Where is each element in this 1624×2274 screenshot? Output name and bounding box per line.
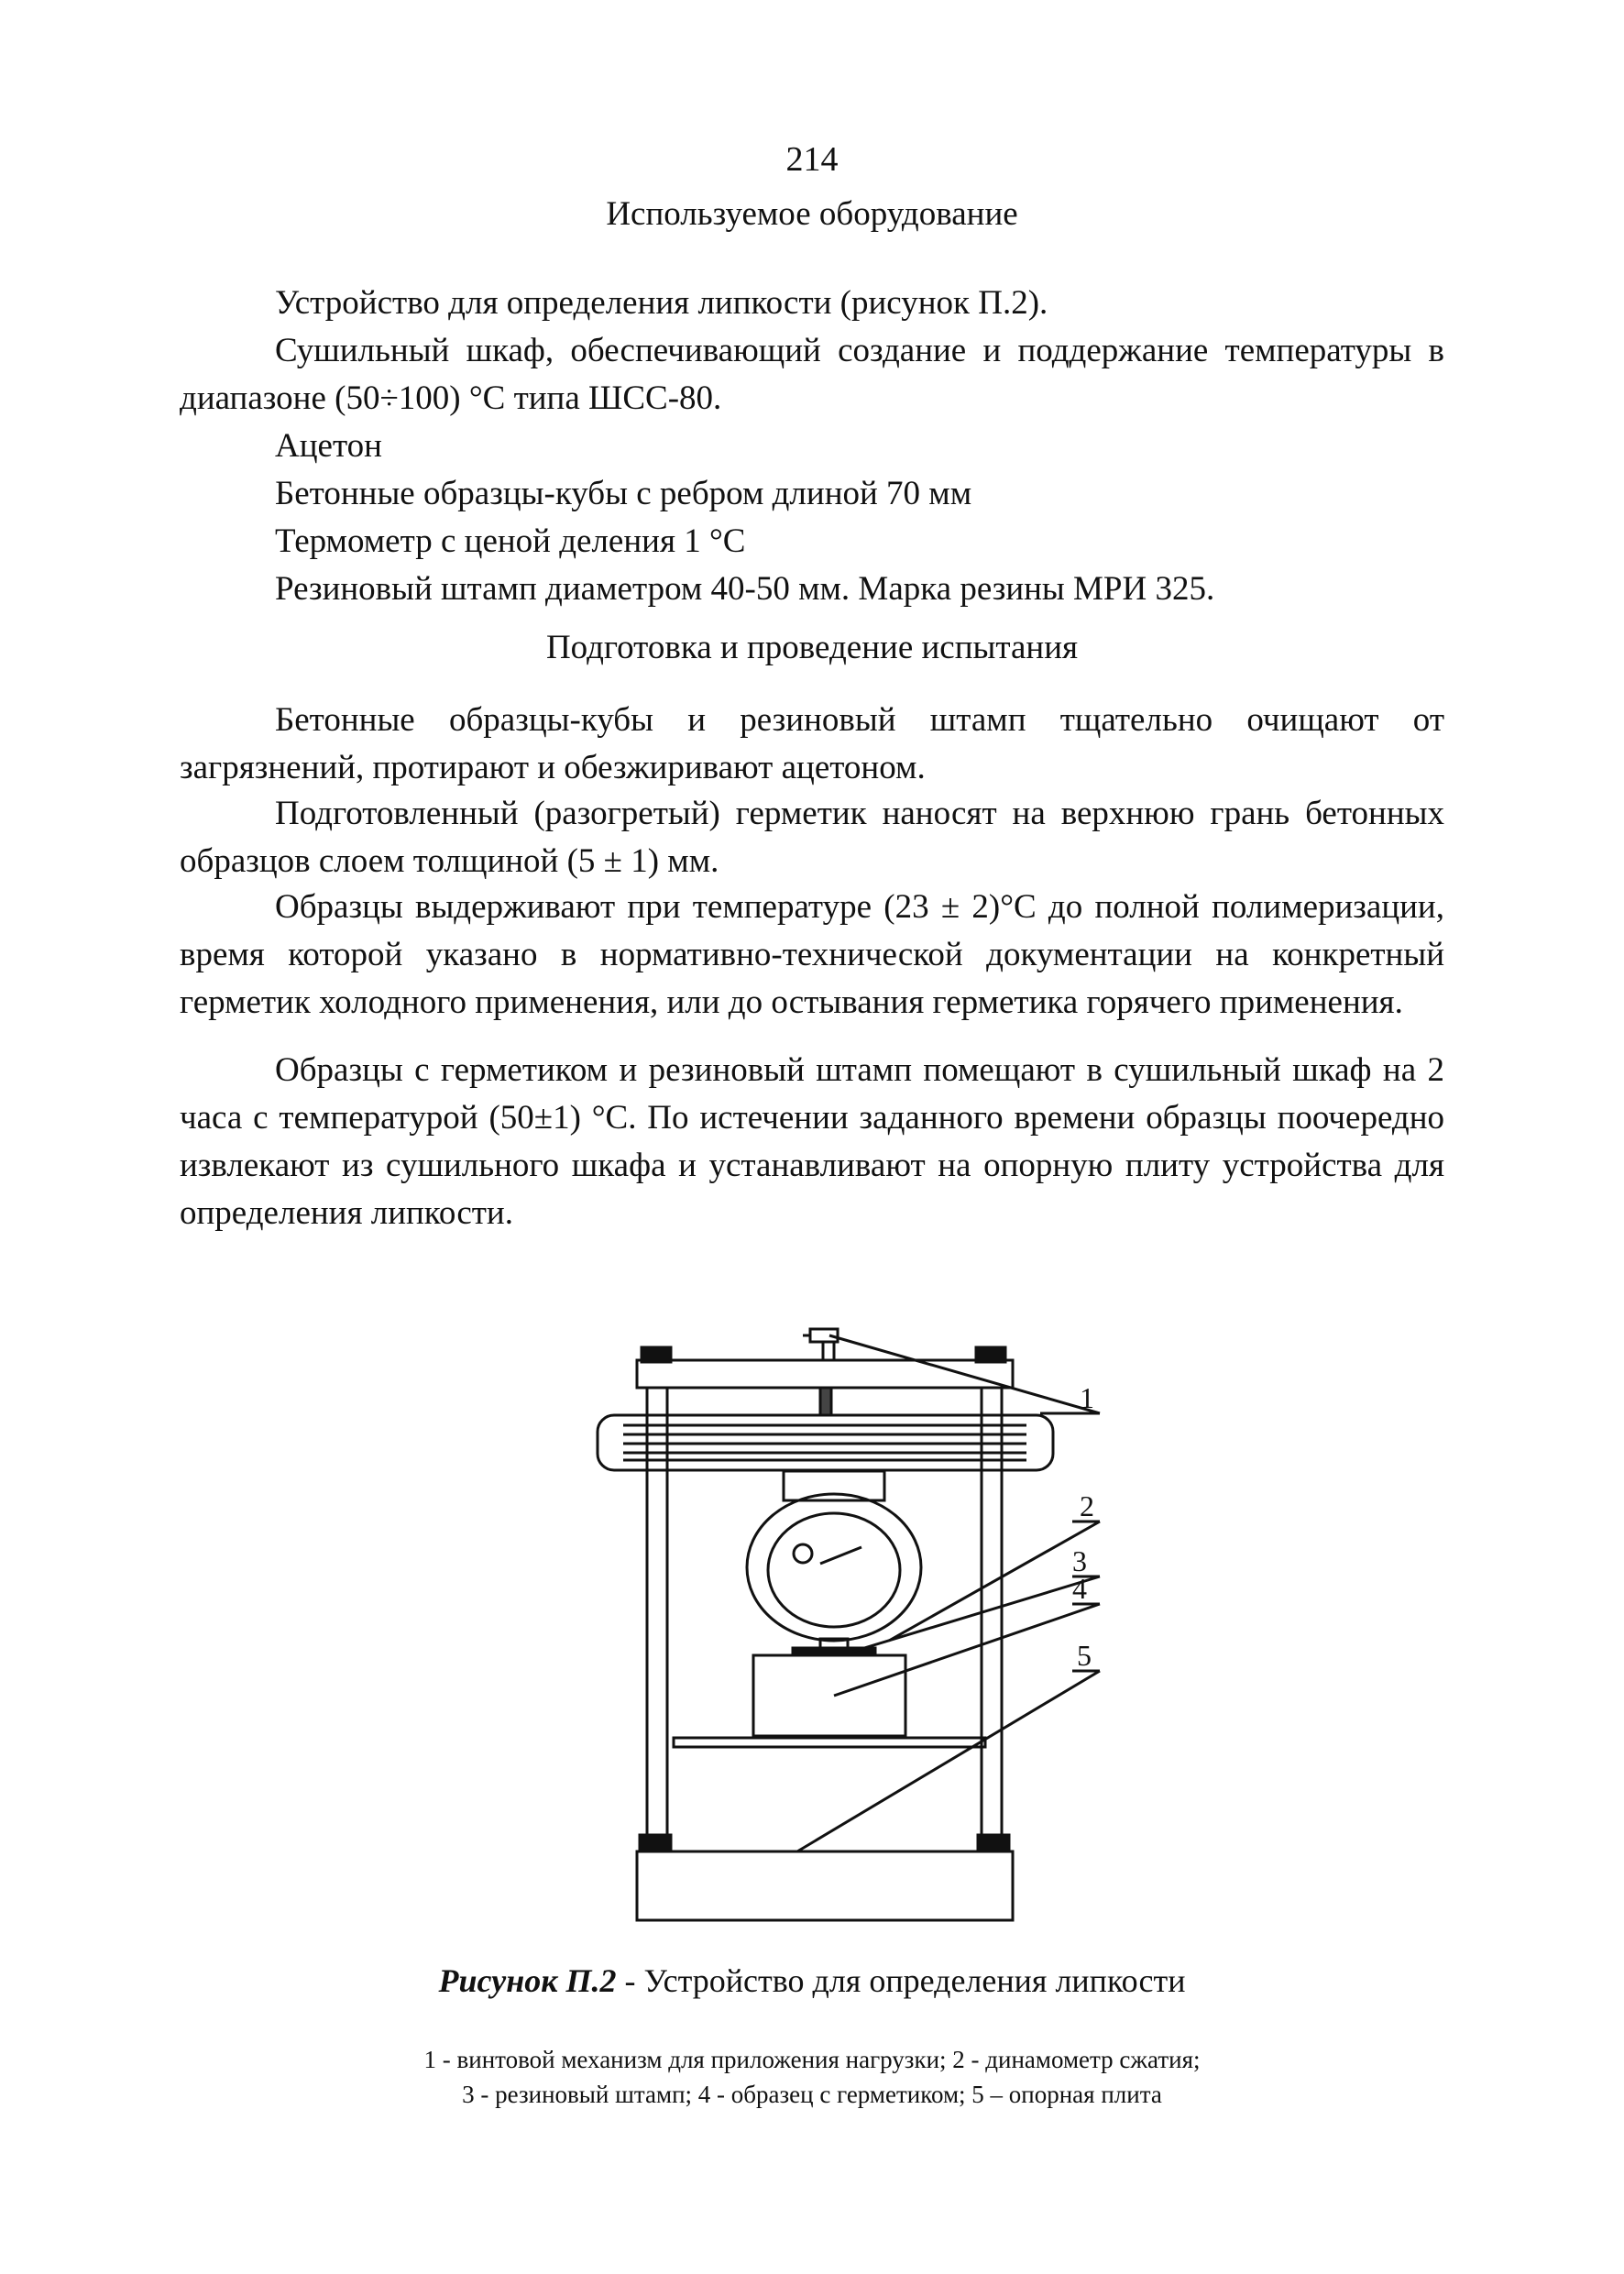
support-plate [674,1738,985,1747]
callout-3: 3 [1072,1544,1087,1577]
figure-legend-line-1: 1 - винтовой механизм для приложения нагрузки; 2 - динамометр сжатия; [423,2046,1201,2073]
equipment-item: Термометр с ценой деления 1 °С [275,522,746,560]
figure-caption-text: - Устройство для определения липкости [616,1962,1186,1999]
equipment-item: Сушильный шкаф, обеспечивающий создание и поддержание температуры в диапазоне (50÷100) °С типа ШСС-80. [180,332,1444,417]
callout-4: 4 [1072,1572,1087,1605]
equipment-item: Бетонные образцы-кубы с ребром длиной 70 мм [275,475,972,512]
adhesion-device-figure [587,1311,1136,1934]
callout-1: 1 [1080,1381,1094,1414]
left-column [647,1388,667,1851]
callout-2: 2 [1080,1489,1094,1522]
sample-block [753,1655,905,1736]
procedure-paragraph: Образцы выдерживают при температуре (23 ± 2)°С до полной полимеризации, время которой указано в нормативно-технической документации на конкретный герметик холодного применения, или до остывания герметика горячего применения. [180,888,1444,1021]
callout-5: 5 [1077,1639,1092,1672]
figure-caption-label: Рисунок П.2 [438,1962,617,1999]
equipment-item: Ацетон [275,427,382,465]
equipment-heading: Используемое оборудование [606,195,1018,233]
equipment-list [180,280,1444,613]
procedure-heading: Подготовка и проведение испытания [545,629,1079,666]
figure-caption [0,1961,1624,2000]
equipment-item: Устройство для определения липкости (рисунок П.2). [275,284,1048,322]
top-crossbar [637,1360,1013,1388]
procedure-paragraph: Образцы с герметиком и резиновый штамп помещают в сушильный шкаф на 2 часа с температурой (50±1) °С. По истечении заданного времени образцы поочередно извлекают из сушильного шкафа и устанавливают на опорную плиту устройства для определения липкости. [180,1051,1444,1232]
dynamometer [747,1494,921,1641]
procedure-paragraph: Подготовленный (разогретый) герметик наносят на верхнюю грань бетонных образцов слоем толщиной (5 ± 1) мм. [180,795,1444,880]
page-number: 214 [785,140,839,179]
figure-legend-line-2: 3 - резиновый штамп; 4 - образец с герметиком; 5 – опорная плита [462,2081,1162,2108]
procedure-paragraph: Бетонные образцы-кубы и резиновый штамп тщательно очищают от загрязнений, протирают и обезжиривают ацетоном. [180,701,1444,786]
equipment-item: Резиновый штамп диаметром 40-50 мм. Марка резины МРИ 325. [275,570,1215,608]
base [637,1851,1013,1920]
right-column [982,1388,1002,1851]
